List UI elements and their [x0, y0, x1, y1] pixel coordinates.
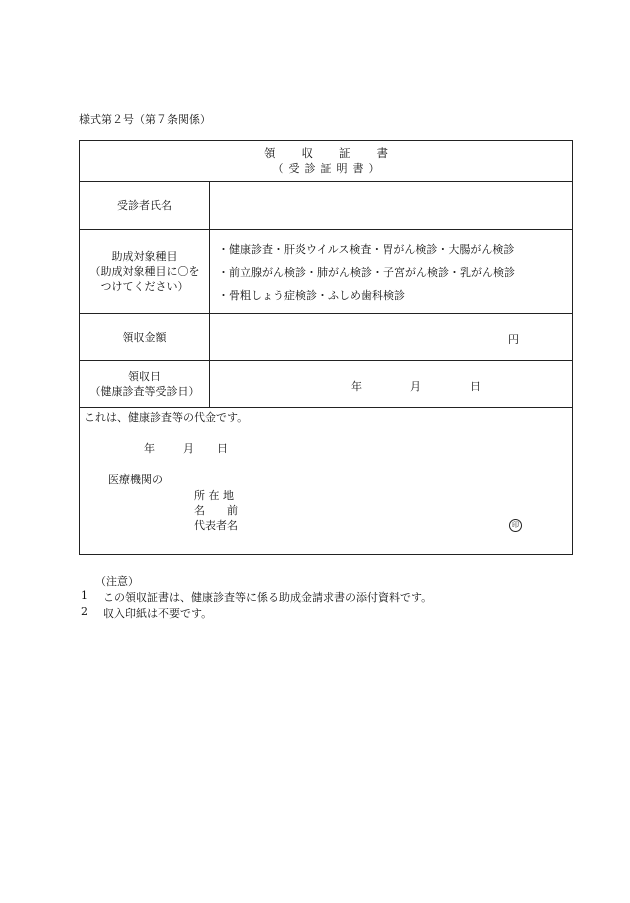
representative-label: 代表者名 [194, 519, 238, 532]
patient-name-row [80, 182, 572, 230]
subsidy-types-label [80, 230, 210, 313]
issue-day-unit: 日 [217, 442, 228, 455]
receipt-date-label-line: （健康診査等受診日） [89, 385, 200, 398]
receipt-statement-area [80, 408, 572, 554]
subsidy-types-label-line: つけてください） [100, 280, 189, 293]
subsidy-type-line[interactable]: ・健康診査・肝炎ウイルス検査・胃がん検診・大腸がん検診 [218, 243, 515, 256]
amount-row [80, 314, 572, 361]
amount-label-text: 領収金額 [122, 330, 167, 344]
receipt-form [79, 140, 573, 555]
address-label: 所 在 地 [194, 489, 234, 502]
amount-field[interactable] [210, 314, 572, 360]
amount-label [80, 314, 210, 360]
seal-mark-wrapper [509, 517, 522, 532]
receipt-date-row [80, 361, 572, 408]
note-number: 2 [81, 605, 88, 618]
issue-month-unit: 月 [183, 442, 194, 455]
receipt-date-field[interactable] [210, 361, 572, 407]
issue-year-unit: 年 [144, 442, 155, 455]
institution-label: 医療機関の [108, 473, 163, 486]
subsidy-type-list [218, 238, 515, 307]
form-title-block [80, 141, 572, 182]
form-subtitle: （受診証明書） [272, 162, 385, 175]
form-title: 領収証書 [264, 146, 414, 160]
subsidy-types-label-line: （助成対象種目に〇を [89, 265, 200, 278]
receipt-date-label [80, 361, 210, 407]
institution-name-label: 名 前 [194, 504, 238, 517]
receipt-date-label-line: 領収日 [128, 370, 161, 383]
patient-name-field[interactable] [210, 182, 572, 229]
date-day-unit: 日 [470, 380, 481, 393]
note-text: 収入印紙は不要です。 [103, 607, 213, 620]
date-year-unit: 年 [351, 380, 362, 393]
patient-name-label-text: 受診者氏名 [117, 199, 172, 212]
date-month-unit: 月 [410, 380, 421, 393]
subsidy-types-label-line: 助成対象種目 [111, 250, 178, 263]
notes-heading: （注意） [95, 575, 139, 588]
note-number: 1 [81, 589, 88, 602]
subsidy-types-row [80, 230, 572, 314]
receipt-statement: これは、健康診査等の代金です。 [84, 411, 249, 424]
seal-icon: 印 [509, 519, 522, 532]
note-text: この領収証書は、健康診査等に係る助成金請求書の添付資料です。 [103, 591, 433, 604]
subsidy-type-line[interactable]: ・前立腺がん検診・肺がん検診・子宮がん検診・乳がん検診 [218, 266, 515, 279]
subsidy-type-line[interactable]: ・骨粗しょう症検診・ふしめ歯科検診 [218, 289, 405, 302]
form-number: 様式第２号（第７条関係） [79, 113, 211, 126]
patient-name-label [80, 182, 210, 229]
subsidy-types-field[interactable] [210, 230, 572, 313]
yen-unit: 円 [508, 333, 519, 346]
